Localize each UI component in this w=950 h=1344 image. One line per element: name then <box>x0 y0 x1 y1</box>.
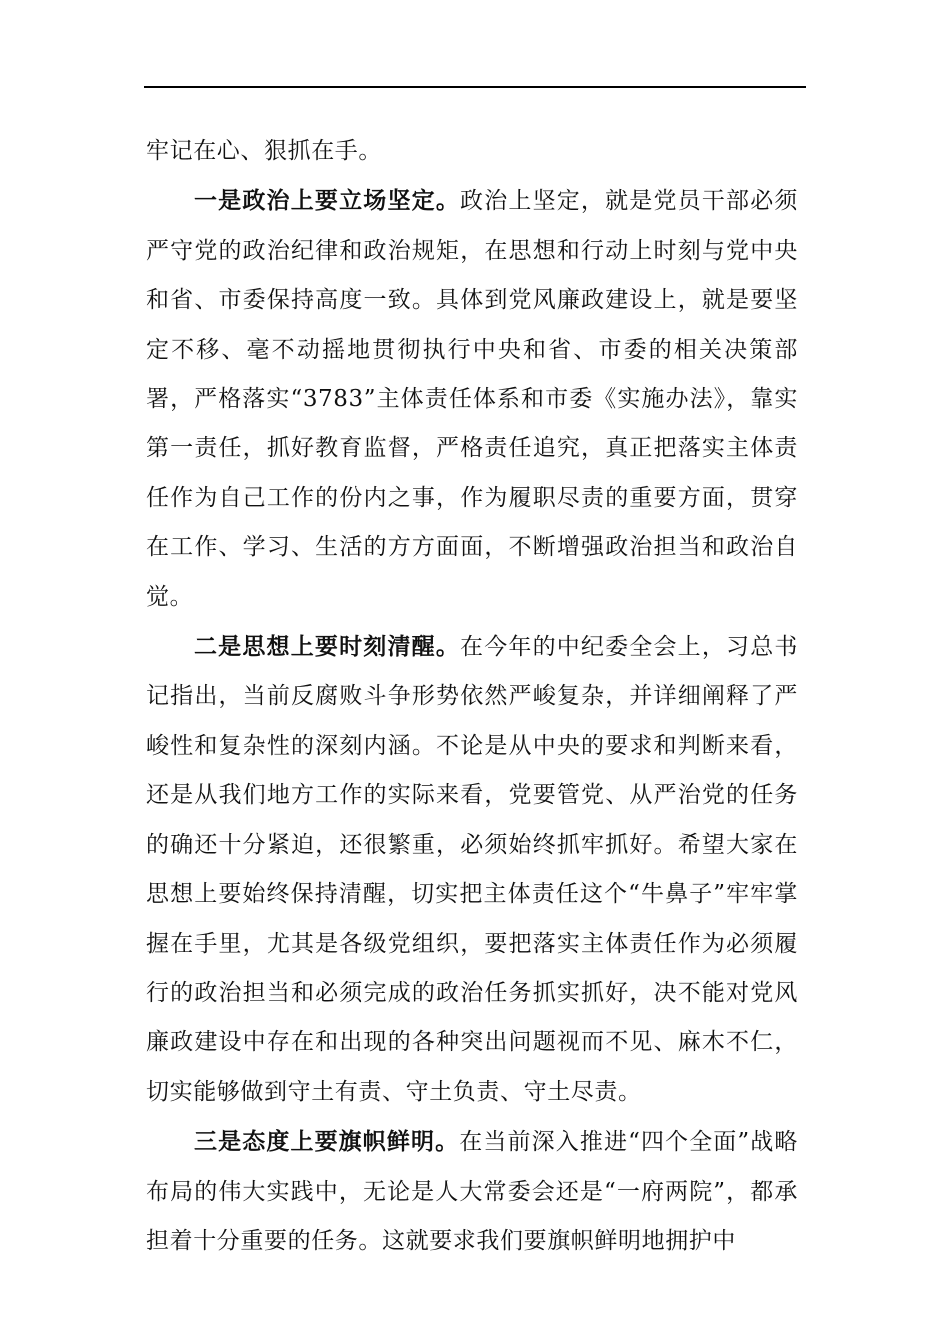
header-rule <box>144 86 806 88</box>
paragraph-text: 牢记在心、狠抓在手。 <box>146 138 382 164</box>
paragraph-clear-mind <box>146 622 798 1117</box>
paragraph-continuation <box>146 127 798 176</box>
paragraph-text: 在当前深入推进“四个全面”战略布局的伟大实践中，无论是人大常委会还是“一府两院”，都承担着十分重要的任务。这就要求我们要旗帜鲜明地拥护中 <box>146 1129 798 1254</box>
paragraph-text: 政治上坚定，就是党员干部必须严守党的政治纪律和政治规矩，在思想和行动上时刻与党中央和省、市委保持高度一致。具体到党风廉政建设上，就是要坚定不移、毫不动摇地贯彻执行中央和省、市委的相关决策部署，严格落实“3783”主体责任体系和市委《实施办法》，靠实第一责任，抓好教育监督，严格责任追究，真正把落实主体责任作为自己工作的份内之事，作为履职尽责的重要方面，贯穿在工作、学习、生活的方方面面，不断增强政治担当和政治自觉。 <box>146 188 798 610</box>
document-body <box>146 127 798 1266</box>
paragraph-lead: 三是态度上要旗帜鲜明。 <box>194 1128 460 1156</box>
paragraph-lead: 二是思想上要时刻清醒。 <box>194 633 461 661</box>
paragraph-lead: 一是政治上要立场坚定。 <box>194 187 461 215</box>
paragraph-text: 在今年的中纪委全会上，习总书记指出，当前反腐败斗争形势依然严峻复杂，并详细阐释了严峻性和复杂性的深刻内涵。不论是从中央的要求和判断来看，还是从我们地方工作的实际来看，党要管党、从严治党的任务的确还十分紧迫，还很繁重，必须始终抓牢抓好。希望大家在思想上要始终保持清醒，切实把主体责任这个“牛鼻子”牢牢掌握在手里，尤其是各级党组织，要把落实主体责任作为必须履行的政治担当和必须完成的政治任务抓实抓好，决不能对党风廉政建设中存在和出现的各种突出问题视而不见、麻木不仁，切实能够做到守土有责、守土负责、守土尽责。 <box>146 634 798 1105</box>
paragraph-political-stance <box>146 176 798 622</box>
paragraph-clear-attitude <box>146 1117 798 1266</box>
